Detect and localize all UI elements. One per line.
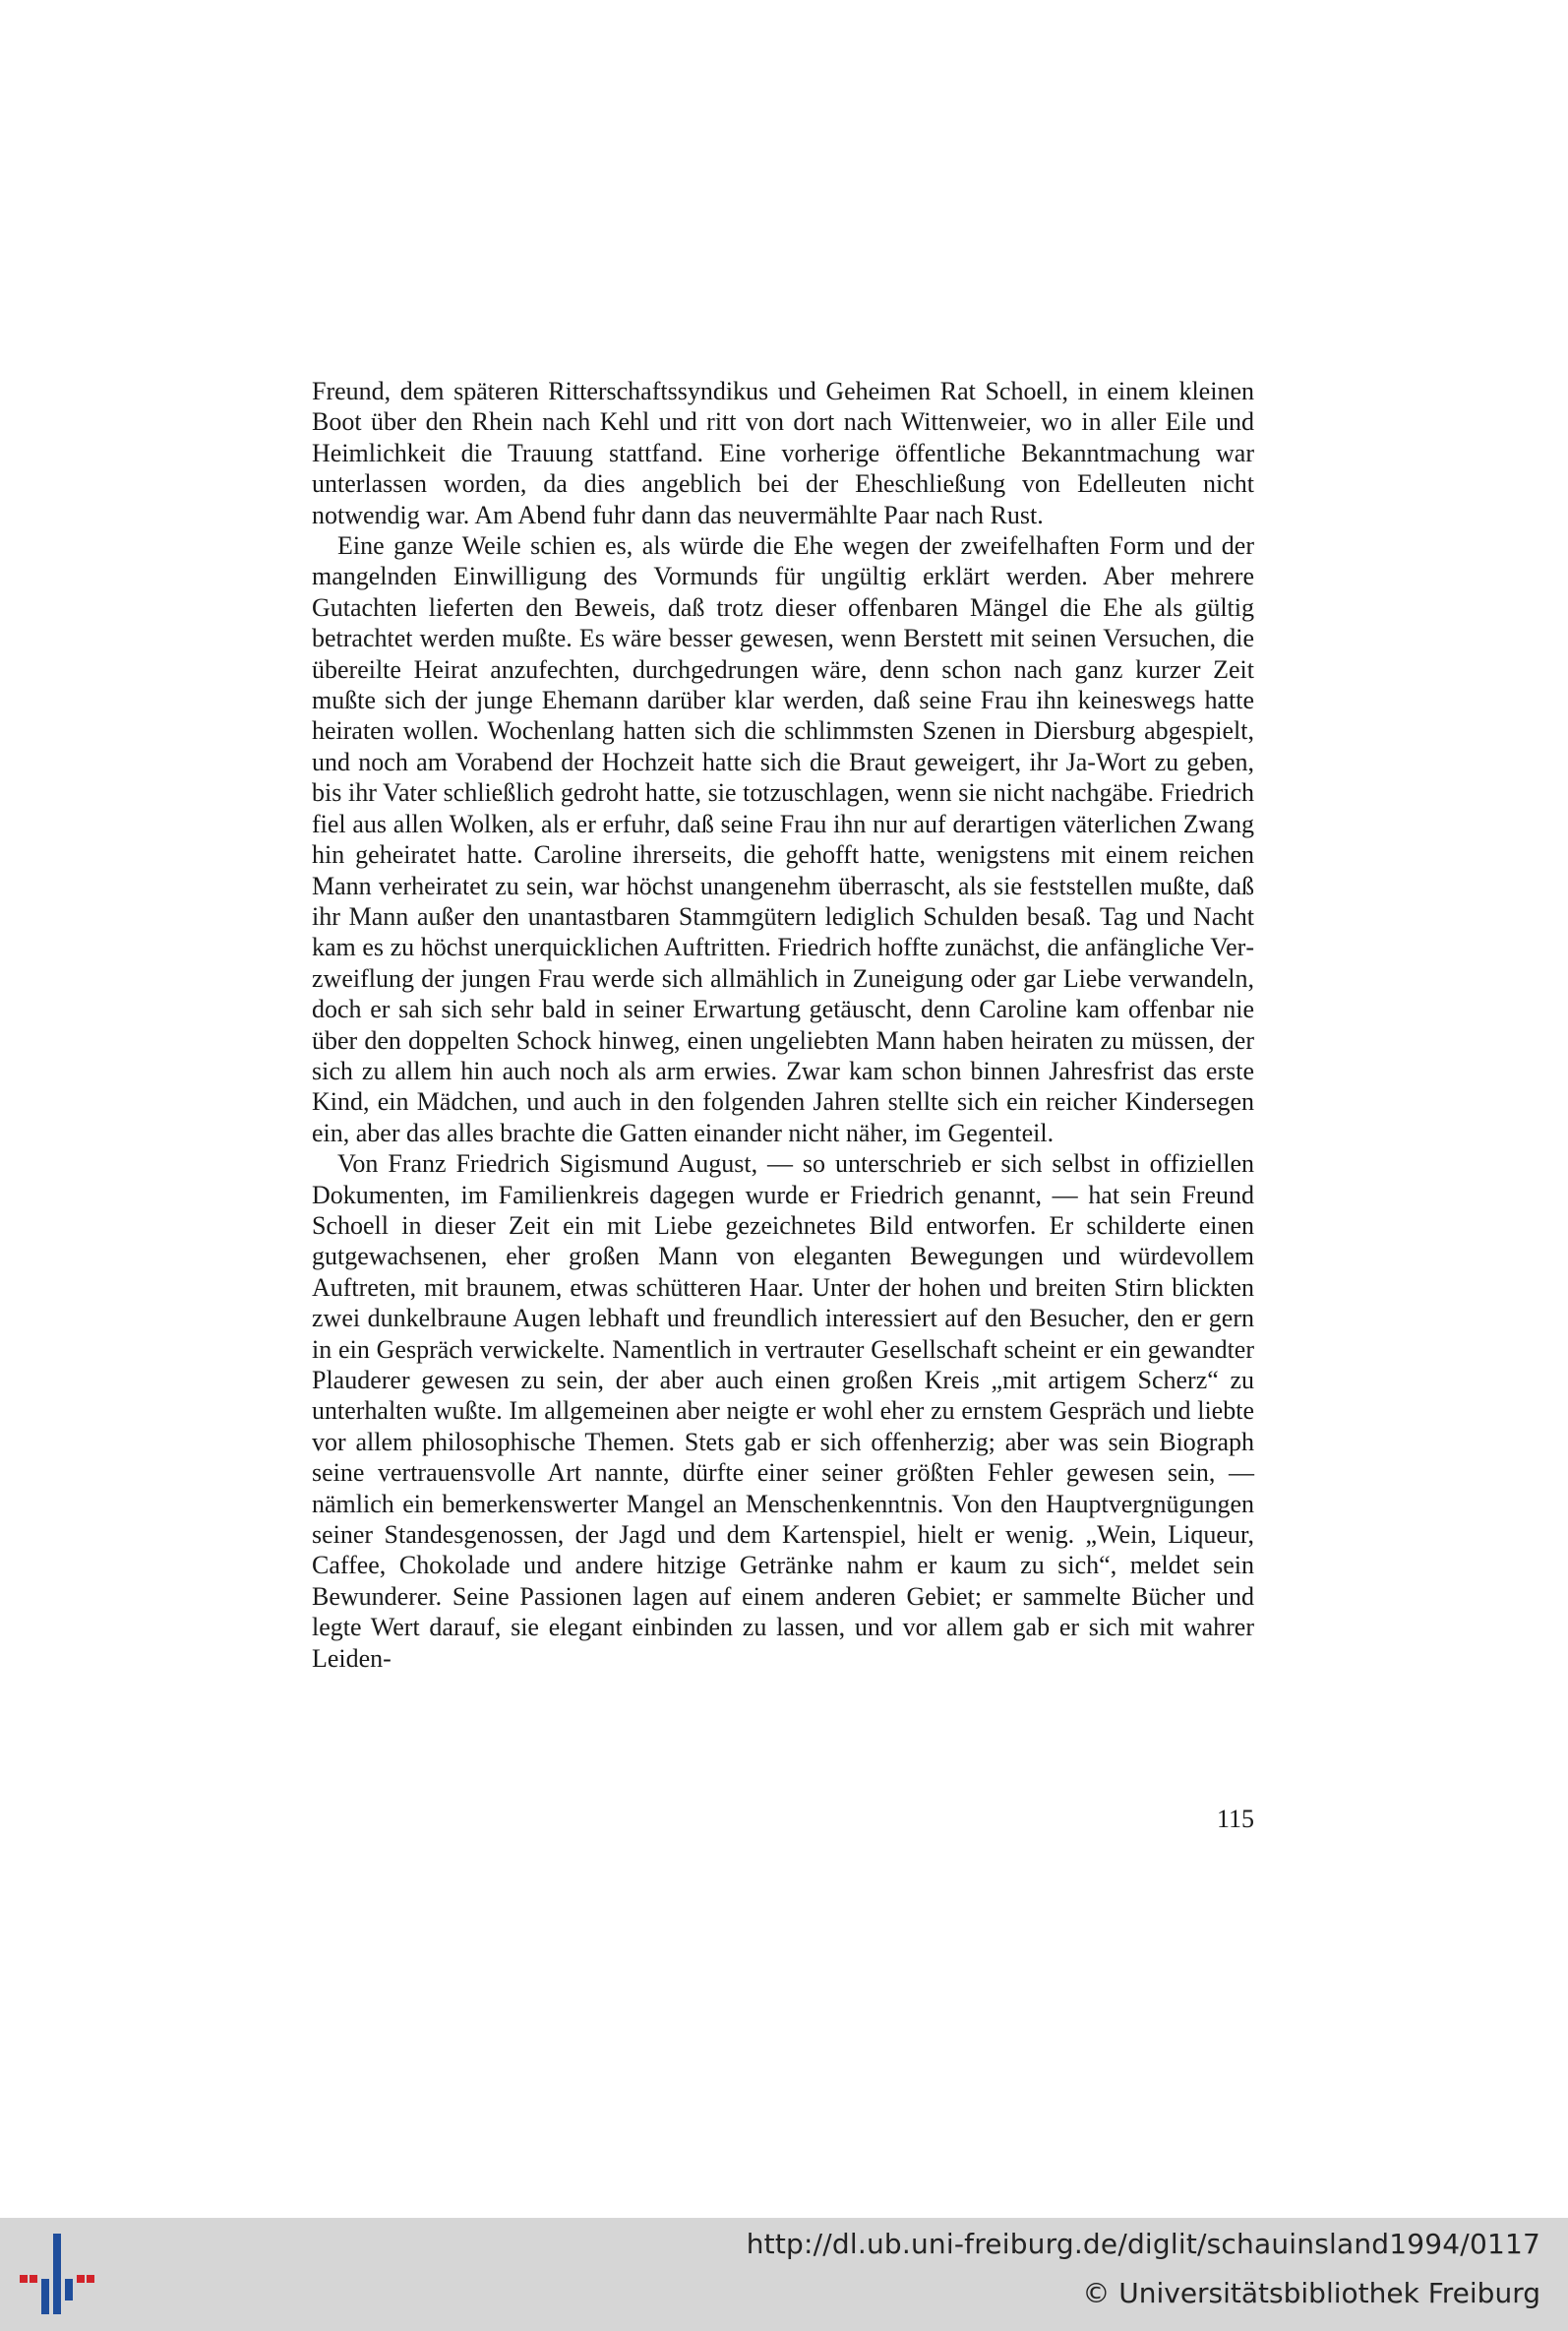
paragraph-3: Von Franz Friedrich Sigismund August, — so unterschrieb er sich selbst in offiziellen Dokumenten, im Familienkreis dagegen wurde er Friedrich genannt, — hat sein Freund Schoell in dieser Zeit ein mit Liebe gezeichnetes Bild entworfen. Er schilderte einen gutgewachsenen, eher großen Mann von eleganten Bewegungen und würdevollem Auftreten, mit braunem, etwas schütteren Haar. Unter der hohen und breiten Stirn blickten zwei dunkelbraune Augen lebhaft und freundlich interessiert auf den Besucher, den er gern in ein Gespräch verwickelte. Namentlich in vertrauter Gesellschaft scheint er ein gewandter Plauderer gewesen zu sein, der aber auch einen großen Kreis „mit artigem Scherz“ zu unterhalten wußte. Im allgemeinen aber neigte er wohl eher zu ernstem Gespräch und liebte vor allem philosophische Themen. Stets gab er sich offenherzig; aber was sein Biograph seine vertrauensvolle Art nannte, dürfte einer seiner größten Fehler gewesen sein, — nämlich ein bemerkenswerter Mangel an Menschenkenntnis. Von den Hauptvergnügungen seiner Standesgenossen, der Jagd und dem Kartenspiel, hielt er wenig. „Wein, Liqueur, Caffee, Chokolade und andere hitzige Getränke nahm er kaum zu sich“, meldet sein Bewunderer. Seine Passionen lagen auf einem anderen Gebiet; er sammelte Bücher und legte Wert darauf, sie elegant einbinden zu lassen, und vor allem gab er sich mit wahrer Leiden- [312, 1149, 1254, 1673]
logo-red-bar-right-2 [87, 2275, 94, 2283]
footer-bar [0, 2218, 1568, 2331]
logo-blue-bar-2 [53, 2234, 61, 2314]
source-url[interactable]: http://dl.ub.uni-freiburg.de/diglit/schauinsland1994/0117 [746, 2228, 1540, 2260]
paragraph-2: Eine ganze Weile schien es, als würde die Ehe wegen der zweifelhaften Form und der mangelnden Einwilligung des Vormunds für ungültig erklärt werden. Aber mehrere Gutachten lieferten den Beweis, daß trotz dieser offenbaren Mängel die Ehe als gültig betrachtet werden mußte. Es wäre besser gewesen, wenn Berstett mit seinen Versuchen, die übereilte Heirat anzufechten, durchgedrungen wäre, denn schon nach ganz kurzer Zeit mußte sich der junge Ehemann darüber klar werden, daß seine Frau ihn keineswegs hatte heiraten wollen. Wochenlang hatten sich die schlimmsten Szenen in Diersburg abgespielt, und noch am Vorabend der Hochzeit hatte sich die Braut geweigert, ihr Ja-Wort zu geben, bis ihr Vater schließlich gedroht hatte, sie totzuschlagen, wenn sie nicht nachgäbe. Friedrich fiel aus allen Wolken, als er erfuhr, daß seine Frau ihn nur auf derartigen väterlichen Zwang hin geheiratet hatte. Caroline ihrerseits, die gehofft hatte, wenigstens mit einem reichen Mann verheiratet zu sein, war höchst unangenehm überrascht, als sie feststellen mußte, daß ihr Mann außer den unantastbaren Stammgütern lediglich Schulden besaß. Tag und Nacht kam es zu höchst unerquicklichen Auftritten. Friedrich hoffte zunächst, die anfängliche Verzweiflung der jungen Frau werde sich allmählich in Zuneigung oder gar Liebe verwandeln, doch er sah sich sehr bald in seiner Erwartung getäuscht, denn Caroline kam offenbar nie über den doppelten Schock hinweg, einen ungeliebten Mann haben heiraten zu müssen, der sich zu allem hin auch noch als arm erwies. Zwar kam schon binnen Jahresfrist das erste Kind, ein Mädchen, und auch in den folgenden Jahren stellte sich ein reicher Kindersegen ein, aber das alles brachte die Gatten einander nicht näher, im Gegenteil. [312, 531, 1254, 1147]
library-logo-icon [20, 2234, 98, 2316]
logo-blue-bar-1 [41, 2279, 49, 2314]
page-number: 115 [1216, 1805, 1254, 1833]
logo-red-bar-left [20, 2275, 28, 2283]
paragraph-1: Freund, dem späteren Ritterschaftssyndikus und Geheimen Rat Schoell, in einem kleinen Boot über den Rhein nach Kehl und ritt von dort nach Wittenweier, wo in aller Eile und Heimlichkeit die Trauung stattfand. Eine vorherige öffentliche Bekanntmachung war unterlassen worden, da dies angeblich bei der Eheschließung von Edelleuten nicht notwendig war. Am Abend fuhr dann das neuvermählte Paar nach Rust. [312, 377, 1254, 529]
logo-blue-bar-3 [65, 2279, 73, 2300]
copyright-notice: © Universitätsbibliothek Freiburg [1082, 2277, 1540, 2309]
logo-red-bar-right [77, 2275, 85, 2283]
body-text [312, 376, 1254, 1674]
logo-red-bar-left-2 [30, 2275, 37, 2283]
